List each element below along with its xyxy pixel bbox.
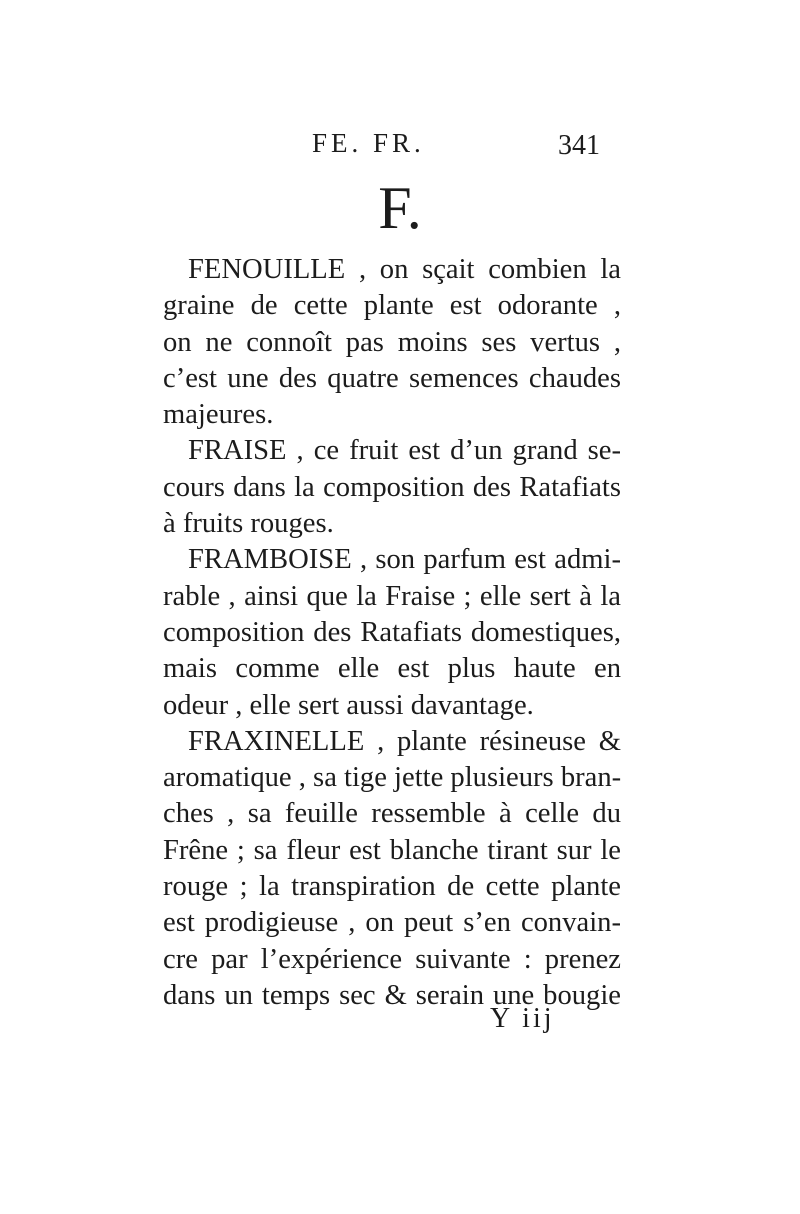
text-line: dans un temps sec & serain une bougie xyxy=(163,979,621,1011)
text-line: on ne connoît pas moins ses vertus , xyxy=(163,326,621,358)
text-line: graine de cette plante est odorante , xyxy=(163,290,621,322)
text-line: Frêne ; sa fleur est blanche tirant sur le xyxy=(163,834,621,866)
page-number: 341 xyxy=(558,130,600,161)
text-line: cre par l’expérience suivante : prenez xyxy=(163,943,621,975)
body-text xyxy=(163,252,621,1014)
entry-fraise xyxy=(163,433,621,542)
entry-framboise xyxy=(163,542,621,723)
text-line: cours dans la composition des Ratafiats xyxy=(163,471,621,503)
signature-mark: Y iij xyxy=(490,1003,555,1034)
running-title: FE. FR. xyxy=(312,128,425,158)
text-line: c’est une des quatre semences chaudes xyxy=(163,362,621,394)
section-letter: F. xyxy=(378,175,422,241)
text-line: à fruits rouges. xyxy=(163,508,334,540)
text-line: odeur , elle sert aussi davantage. xyxy=(163,689,534,721)
text-line: FRAXINELLE , plante résineuse & xyxy=(188,725,621,757)
text-line: majeures. xyxy=(163,399,274,431)
text-line: FRAISE , ce fruit est d’un grand se- xyxy=(188,435,621,467)
text-line: aromatique , sa tige jette plusieurs bran- xyxy=(163,762,622,794)
text-line: mais comme elle est plus haute en xyxy=(163,653,621,685)
text-line: rable , ainsi que la Fraise ; elle sert à la xyxy=(163,580,621,612)
text-line: rouge ; la transpiration de cette plante xyxy=(163,871,621,903)
entry-fraxinelle xyxy=(163,724,621,1014)
text-line: FENOUILLE , on sçait combien la xyxy=(188,254,621,285)
entry-fenouille xyxy=(163,252,621,433)
text-line: FRAMBOISE , son parfum est admi- xyxy=(188,544,621,576)
text-line: est prodigieuse , on peut s’en convain- xyxy=(163,907,621,939)
text-line: composition des Ratafiats domestiques, xyxy=(163,616,621,648)
running-head xyxy=(0,128,800,168)
text-line: ches , sa feuille ressemble à celle du xyxy=(163,798,621,830)
